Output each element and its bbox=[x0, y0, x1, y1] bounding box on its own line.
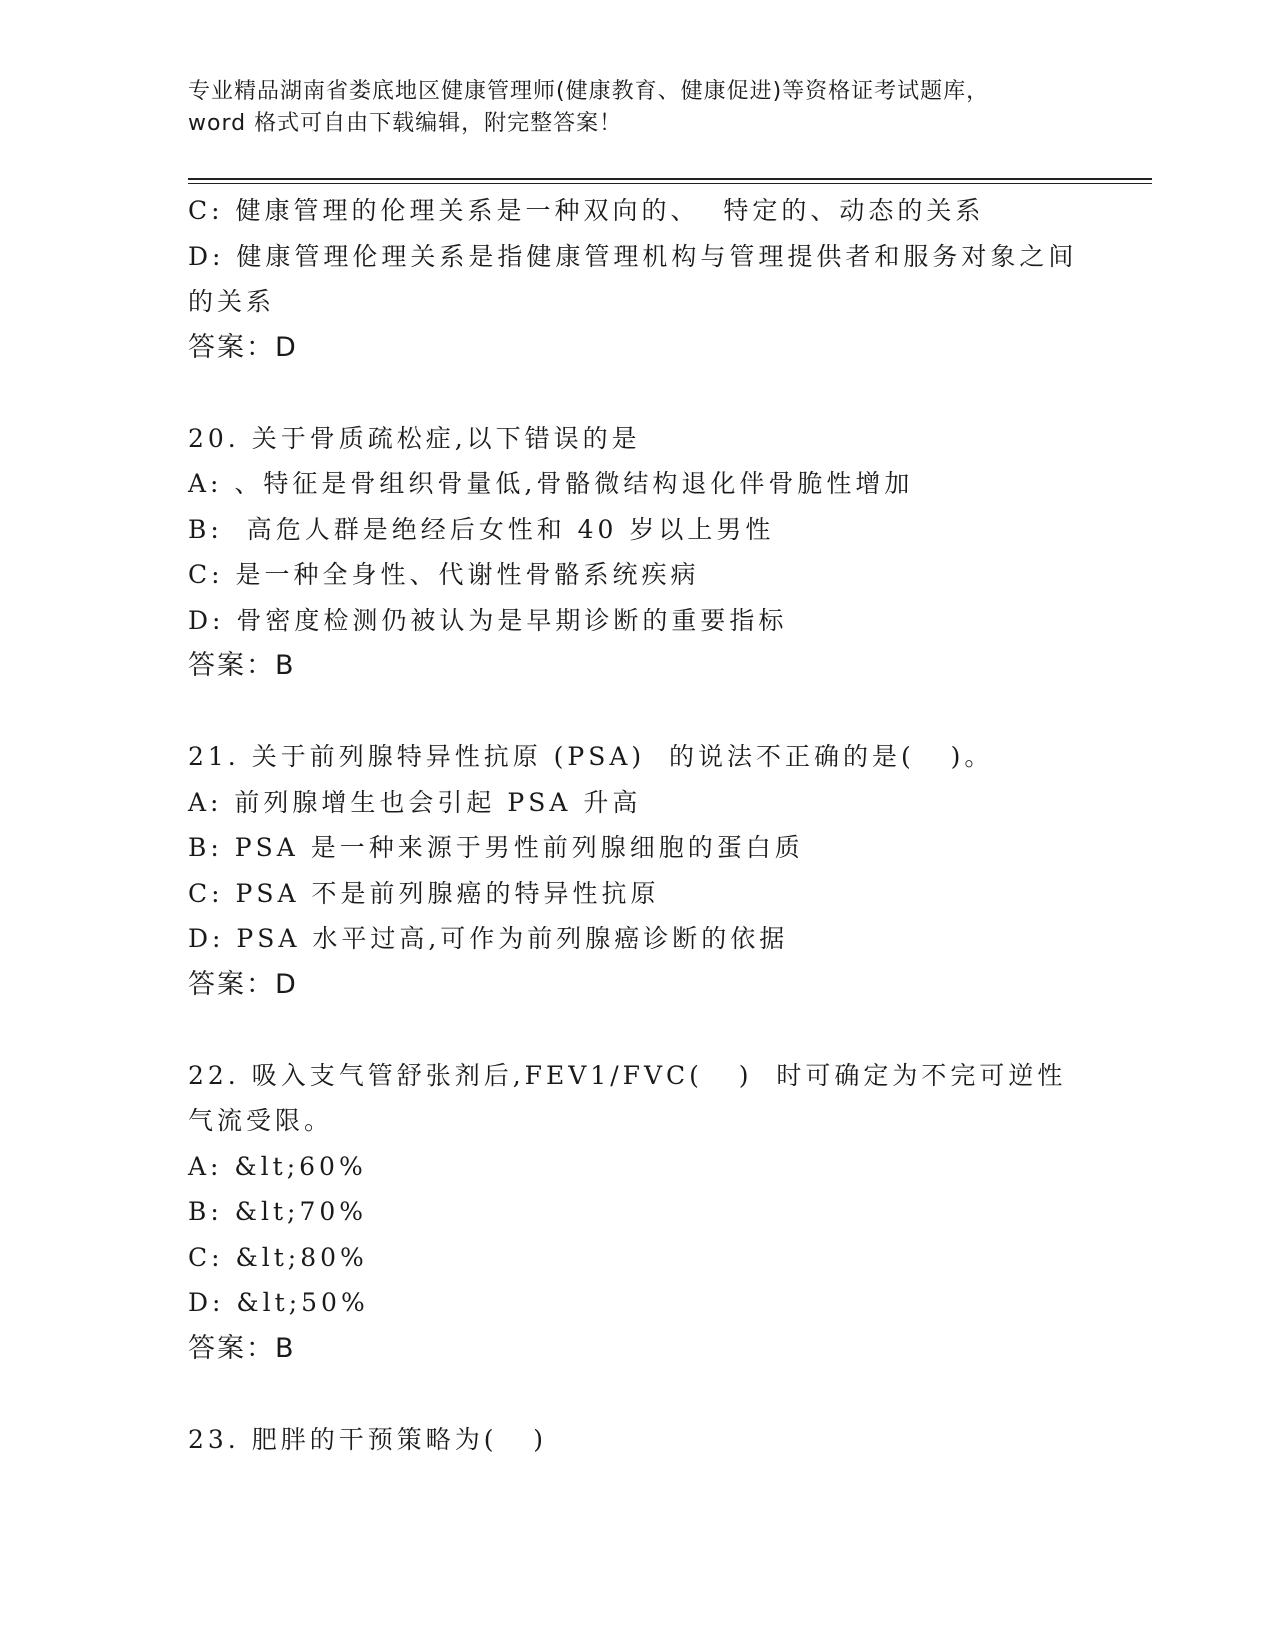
q22-option-a: A: &lt;60% bbox=[188, 1151, 367, 1181]
header-line-1: 专业精品湖南省娄底地区健康管理师(健康教育、健康促进)等资格证考试题库， bbox=[188, 79, 990, 104]
q20-option-b: B: 高危人群是绝经后女性和 40 岁以上男性 bbox=[188, 514, 775, 544]
prev-answer: 答案：D bbox=[188, 331, 298, 363]
q22-stem-line2: 气流受限。 bbox=[188, 1106, 334, 1135]
q21-answer: 答案：D bbox=[188, 968, 298, 1000]
q20-option-c: C: 是一种全身性、代谢性骨骼系统疾病 bbox=[188, 560, 700, 589]
q20-option-d: D: 骨密度检测仍被认为是早期诊断的重要指标 bbox=[188, 605, 788, 635]
header-rule-thick bbox=[188, 178, 1152, 180]
spacer bbox=[188, 1371, 1088, 1417]
spacer bbox=[188, 1007, 1088, 1053]
q22-answer: 答案：B bbox=[188, 1332, 296, 1364]
prev-option-c: C: 健康管理的伦理关系是一种双向的、 特定的、动态的关系 bbox=[188, 196, 985, 225]
header-line-2: word 格式可自由下载编辑，附完整答案！ bbox=[188, 111, 623, 136]
q23-stem: 23. 肥胖的干预策略为( ) bbox=[188, 1424, 548, 1454]
q22-option-d: D: &lt;50% bbox=[188, 1288, 369, 1317]
q21-option-b: B: PSA 是一种来源于男性前列腺细胞的蛋白质 bbox=[188, 833, 804, 862]
spacer bbox=[188, 689, 1088, 735]
q22-stem-line1: 22. 吸入支气管舒张剂后,FEV1/FVC( ) 时可确定为不完可逆性 bbox=[188, 1060, 1067, 1090]
q21-stem: 21. 关于前列腺特异性抗原 (PSA) 的说法不正确的是( )。 bbox=[188, 742, 994, 771]
q20-answer: 答案：B bbox=[188, 650, 296, 681]
spacer bbox=[188, 370, 1088, 416]
q21-option-d: D: PSA 水平过高,可作为前列腺癌诊断的依据 bbox=[188, 924, 789, 953]
header-rule-thin bbox=[188, 183, 1152, 184]
prev-option-d-line2: 的关系 bbox=[188, 287, 276, 316]
q22-option-b: B: &lt;70% bbox=[188, 1197, 368, 1226]
q22-option-c: C: &lt;80% bbox=[188, 1242, 368, 1272]
document-body bbox=[188, 188, 1088, 1462]
page-header bbox=[188, 76, 1088, 140]
prev-option-d-line1: D: 健康管理伦理关系是指健康管理机构与管理提供者和服务对象之间 bbox=[188, 241, 1078, 271]
q21-option-c: C: PSA 不是前列腺癌的特异性抗原 bbox=[188, 878, 660, 908]
q20-option-a: A: 、特征是骨组织骨量低,骨骼微结构退化伴骨脆性增加 bbox=[188, 469, 914, 498]
q21-option-a: A: 前列腺增生也会引起 PSA 升高 bbox=[188, 787, 642, 817]
q20-stem: 20. 关于骨质疏松症,以下错误的是 bbox=[188, 423, 641, 453]
